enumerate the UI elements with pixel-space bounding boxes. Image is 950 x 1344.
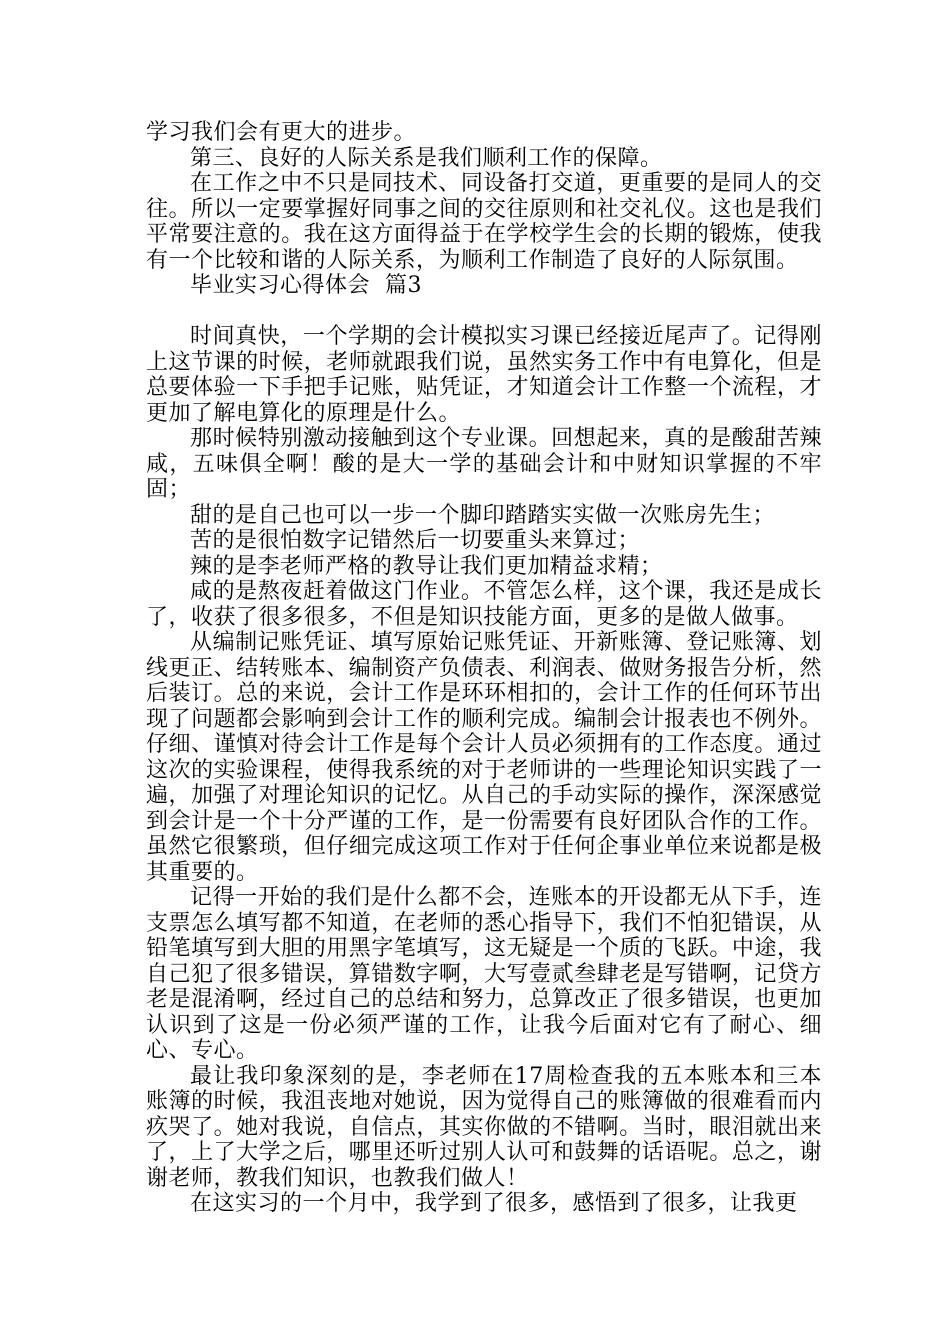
paragraph: 苦的是很怕数字记错然后一切要重头来算过； — [190, 528, 641, 553]
paragraph: 咸的是熬夜赶着做这门作业。不管怎么样，这个课，我还是成长了，收获了很多很多，不但是知识技能方面，更多的是做人做事。 — [146, 579, 822, 630]
paragraph: 在这实习的一个月中，我学到了很多，感悟到了很多，让我更 — [190, 1191, 798, 1216]
section-heading: 毕业实习心得体会 篇3 — [190, 273, 422, 298]
section-spacer — [146, 299, 822, 325]
paragraph: 那时候特别激动接触到这个专业课。回想起来，真的是酸甜苦辣咸，五味俱全啊！酸的是大一学的基础会计和中财知识掌握的不牢固； — [146, 426, 822, 502]
paragraph: 从编制记账凭证、填写原始记账凭证、开新账簿、登记账簿、划线更正、结转账本、编制资产负债表、利润表、做财务报告分析，然后装订。总的来说，会计工作是环环相扣的，会计工作的任何环节出现了问题都会影响到会计工作的顺利完成。编制会计报表也不例外。仔细、谨慎对待会计工作是每个会计人员必须拥有的工作态度。通过这次的实验课程，使得我系统的对于老师讲的一些理论知识实践了一遍，加强了对理论知识的记忆。从自己的手动实际的操作，深深感觉到会计是一个十分严谨的工作，是一份需要有良好团队合作的工作。虽然它很繁琐，但仔细完成这项工作对于任何企事业单位来说都是极其重要的。 — [146, 630, 822, 885]
document-body — [146, 120, 822, 1217]
paragraph-point-three: 第三、良好的人际关系是我们顺利工作的保障。 — [190, 145, 663, 171]
paragraph: 最让我印象深刻的是，李老师在17周检查我的五本账本和三本账簿的时候，我沮丧地对她说，因为觉得自己的账簿做的很难看而内疚哭了。她对我说，自信点，其实你做的不错啊。当时，眼泪就出来了，上了大学之后，哪里还听过别人认可和鼓舞的话语呢。总之，谢谢老师，教我们知识，也教我们做人！ — [146, 1063, 822, 1191]
paragraph: 甜的是自己也可以一步一个脚印踏踏实实做一次账房先生； — [190, 502, 776, 528]
paragraph: 辣的是李老师严格的教导让我们更加精益求精； — [190, 553, 663, 579]
paragraph-continuation: 学习我们会有更大的进步。 — [146, 120, 417, 145]
paragraph: 记得一开始的我们是什么都不会，连账本的开设都无从下手，连支票怎么填写都不知道，在老师的悉心指导下，我们不怕犯错误，从铅笔填写到大胆的用黑字笔填写，这无疑是一个质的飞跃。中途，我自己犯了很多错误，算错数字啊，大写壹贰叁肆老是写错啊，记贷方老是混淆啊，经过自己的总结和努力，总算改正了很多错误，也更加认识到了这是一份必须严谨的工作，让我今后面对它有了耐心、细心、专心。 — [146, 885, 822, 1063]
paragraph: 时间真快，一个学期的会计模拟实习课已经接近尾声了。记得刚上这节课的时候，老师就跟我们说，虽然实务工作中有电算化，但是总要体验一下手把手记账，贴凭证，才知道会计工作整一个流程，才更加了解电算化的原理是什么。 — [146, 324, 822, 426]
paragraph-interpersonal: 在工作之中不只是同技术、同设备打交道，更重要的是同人的交往。所以一定要掌握好同事之间的交往原则和社交礼仪。这也是我们平常要注意的。我在这方面得益于在学校学生会的长期的锻炼，使我有一个比较和谐的人际关系，为顺利工作制造了良好的人际氛围。 — [146, 171, 822, 273]
